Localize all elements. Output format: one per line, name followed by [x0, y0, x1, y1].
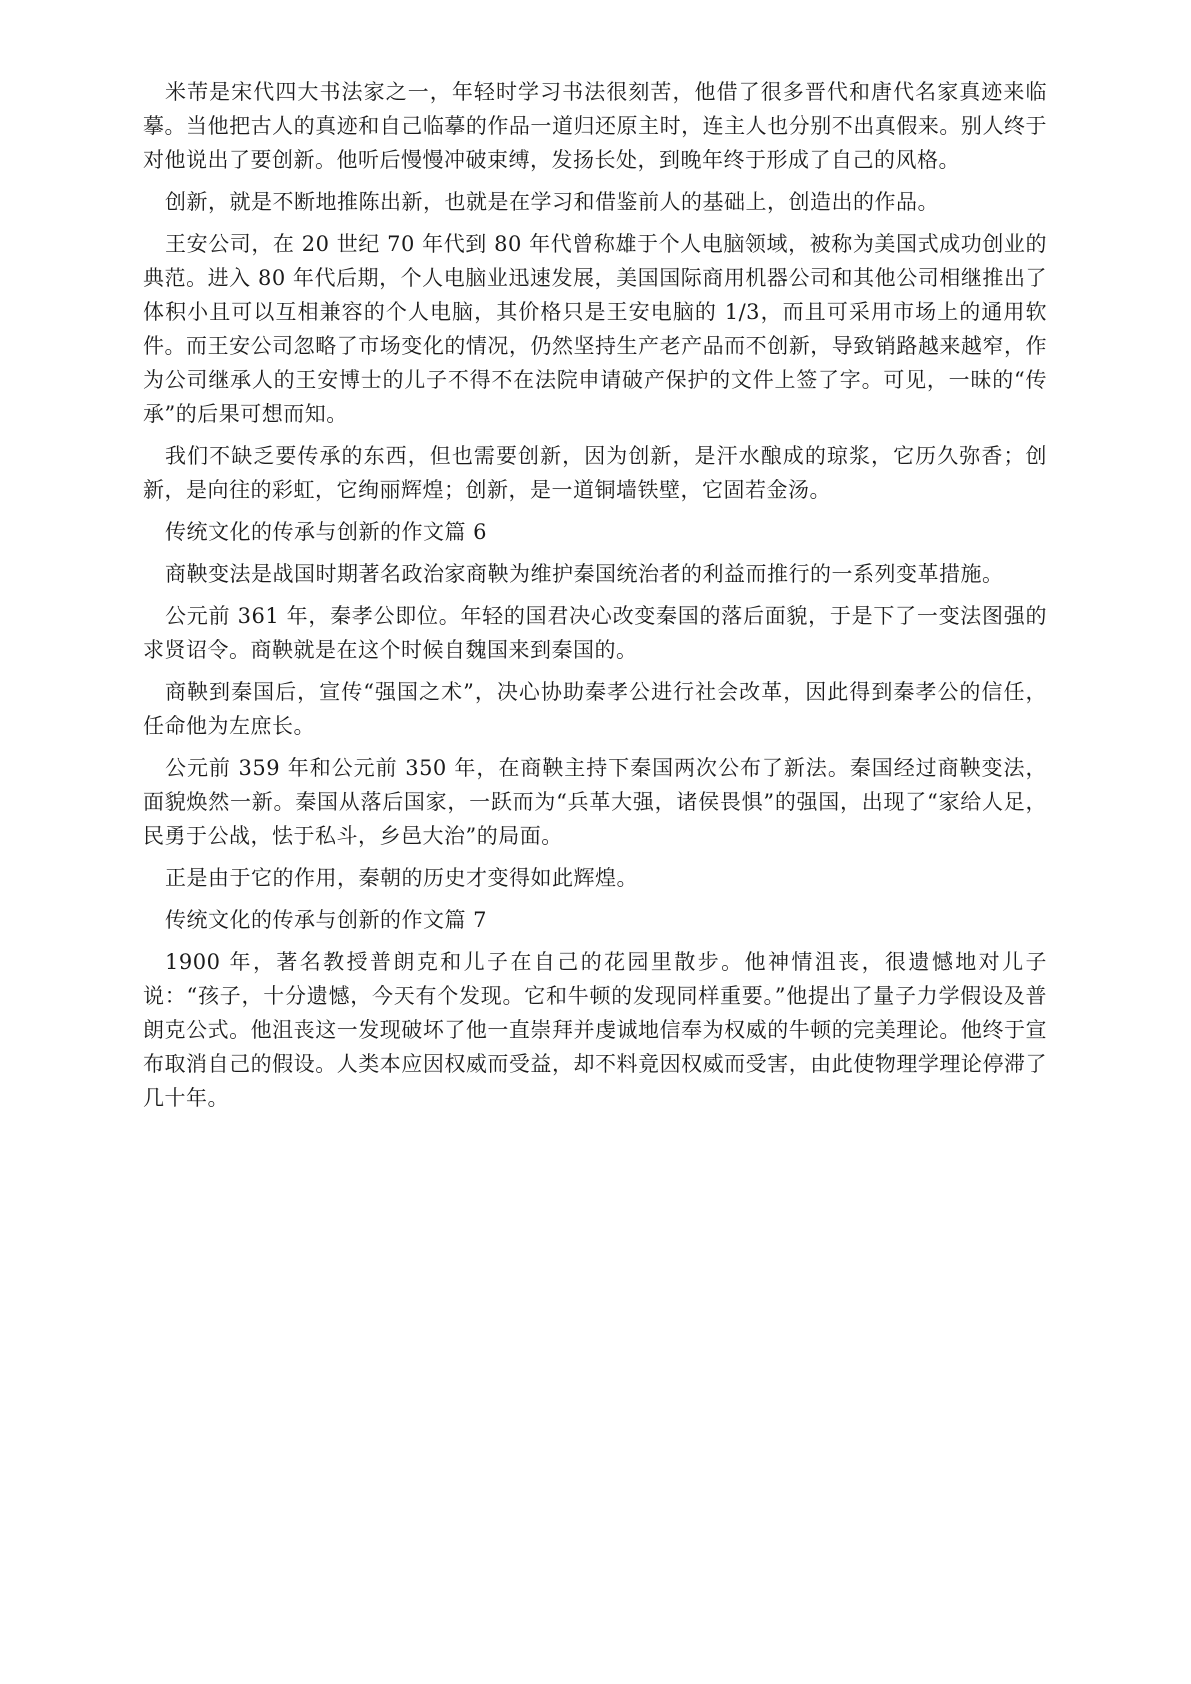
- paragraph-mifu: 米芾是宋代四大书法家之一，年轻时学习书法很刻苦，他借了很多晋代和唐代名家真迹来临摹。当他把古人的真迹和自己临摹的作品一道归还原主时，连主人也分别不出真假来。别人终于对他说出了要创新。他听后慢慢冲破束缚，发扬长处，到晚年终于形成了自己的风格。: [143, 80, 1047, 172]
- paragraph-wang-company: 王安公司，在 20 世纪 70 年代到 80 年代曾称雄于个人电脑领域，被称为美国式成功创业的典范。进入 80 年代后期，个人电脑业迅速发展，美国国际商用机器公司和其他公司相继推出了体积小且可以互相兼容的个人电脑，其价格只是王安电脑的 1/3，而且可采用市场上的通用软件。而王安公司忽略了市场变化的情况，仍然坚持生产老产品而不创新，导致销路越来越窄，作为公司继承人的王安博士的儿子不得不在法院申请破产保护的文件上签了字。可见，一昧的“传承”的后果可想而知。: [143, 232, 1047, 426]
- paragraph-innovation-definition: 创新，就是不断地推陈出新，也就是在学习和借鉴前人的基础上，创造出的作品。: [165, 190, 939, 214]
- paragraph-shang-yang-intro: 商鞅变法是战国时期著名政治家商鞅为维护秦国统治者的利益而推行的一系列变革措施。: [165, 562, 1004, 586]
- paragraph-shang-yang-arrival: 商鞅到秦国后，宣传“强国之术”，决心协助秦孝公进行社会改革，因此得到秦孝公的信任，任命他为左庶长。: [143, 680, 1047, 738]
- section-heading-6: 传统文化的传承与创新的作文篇 6: [165, 520, 488, 544]
- section-heading-7: 传统文化的传承与创新的作文篇 7: [165, 908, 488, 932]
- document-body: [143, 75, 1047, 1123]
- paragraph-need-innovation: 我们不缺乏要传承的东西，但也需要创新，因为创新，是汗水酿成的琼浆，它历久弥香；创新，是向往的彩虹，它绚丽辉煌；创新，是一道铜墙铁壁，它固若金汤。: [143, 444, 1047, 502]
- paragraph-new-laws: 公元前 359 年和公元前 350 年，在商鞅主持下秦国两次公布了新法。秦国经过商鞅变法，面貌焕然一新。秦国从落后国家，一跃而为“兵革大强，诸侯畏惧”的强国，出现了“家给人足，民勇于公战，怯于私斗，乡邑大治”的局面。: [143, 756, 1047, 848]
- paragraph-qin-xiaogong: 公元前 361 年，秦孝公即位。年轻的国君决心改变秦国的落后面貌，于是下了一变法图强的求贤诏令。商鞅就是在这个时候自魏国来到秦国的。: [143, 604, 1047, 662]
- paragraph-planck: 1900 年，著名教授普朗克和儿子在自己的花园里散步。他神情沮丧，很遗憾地对儿子说：“孩子，十分遗憾，今天有个发现。它和牛顿的发现同样重要。”他提出了量子力学假设及普朗克公式。他沮丧这一发现破坏了他一直崇拜并虔诚地信奉为权威的牛顿的完美理论。他终于宣布取消自己的假设。人类本应因权威而受益，却不料竟因权威而受害，由此使物理学理论停滞了几十年。: [143, 950, 1047, 1110]
- paragraph-qin-history: 正是由于它的作用，秦朝的历史才变得如此辉煌。: [165, 866, 638, 890]
